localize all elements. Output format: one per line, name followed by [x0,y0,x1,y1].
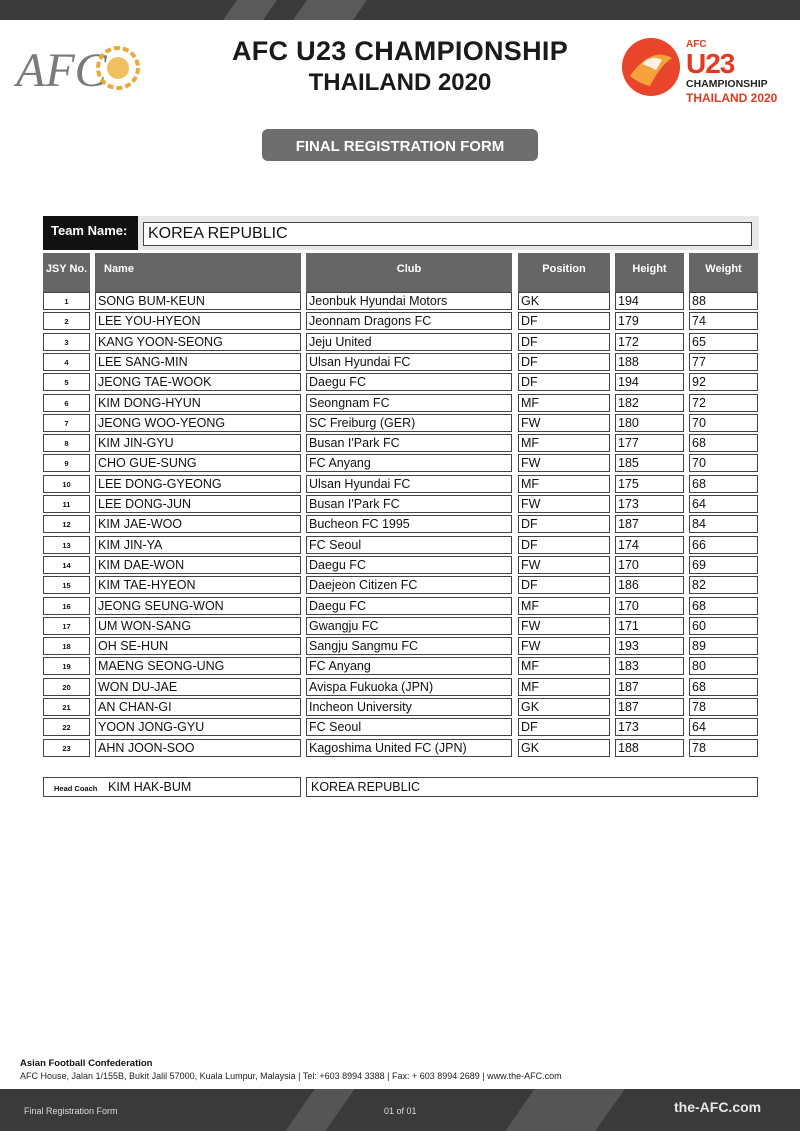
weight-cell[interactable]: 68 [689,597,758,615]
club-cell[interactable]: FC Anyang [306,657,512,675]
team-name-field[interactable]: KOREA REPUBLIC [143,222,752,246]
head-coach-team[interactable]: KOREA REPUBLIC [306,777,758,797]
height-cell[interactable]: 174 [615,536,684,554]
weight-cell[interactable]: 65 [689,333,758,351]
player-name-cell[interactable]: KANG YOON-SEONG [95,333,301,351]
logo-u23-text: U23 [686,48,735,79]
jsy-number-cell: 10 [43,475,90,493]
height-cell[interactable]: 187 [615,698,684,716]
jsy-number-cell: 5 [43,373,90,391]
club-cell[interactable]: Jeonbuk Hyundai Motors [306,292,512,310]
height-cell[interactable]: 193 [615,637,684,655]
position-cell[interactable]: GK [518,698,610,716]
footer-doc-name: Final Registration Form [24,1106,118,1116]
weight-cell[interactable]: 74 [689,312,758,330]
jsy-number-cell: 4 [43,353,90,371]
height-cell[interactable]: 173 [615,495,684,513]
weight-cell[interactable]: 78 [689,739,758,757]
height-cell[interactable]: 185 [615,454,684,472]
player-name-cell[interactable]: KIM JIN-YA [95,536,301,554]
club-cell[interactable]: Kagoshima United FC (JPN) [306,739,512,757]
club-cell[interactable]: Busan I'Park FC [306,434,512,452]
player-name-cell[interactable]: LEE DONG-GYEONG [95,475,301,493]
weight-cell[interactable]: 78 [689,698,758,716]
position-cell[interactable]: FW [518,556,610,574]
height-cell[interactable]: 183 [615,657,684,675]
logo-thailand-text: THAILAND 2020 [686,90,778,105]
club-cell[interactable]: Ulsan Hyundai FC [306,353,512,371]
position-cell[interactable]: DF [518,353,610,371]
height-cell[interactable]: 177 [615,434,684,452]
height-cell[interactable]: 172 [615,333,684,351]
weight-cell[interactable]: 68 [689,434,758,452]
jsy-number-cell: 17 [43,617,90,635]
height-cell[interactable]: 173 [615,718,684,736]
position-cell[interactable]: FW [518,414,610,432]
footer-org: Asian Football Confederation [20,1058,153,1069]
title-line-1: AFC U23 CHAMPIONSHIP [231,36,569,66]
club-cell[interactable]: FC Seoul [306,718,512,736]
weight-cell[interactable]: 77 [689,353,758,371]
jsy-number-cell: 23 [43,739,90,757]
position-cell[interactable]: MF [518,394,610,412]
jsy-number-cell: 18 [43,637,90,655]
club-cell[interactable]: Jeonnam Dragons FC [306,312,512,330]
height-cell[interactable]: 180 [615,414,684,432]
position-cell[interactable]: DF [518,312,610,330]
position-cell[interactable]: MF [518,475,610,493]
title-line-2: THAILAND 2020 [308,69,492,96]
club-cell[interactable]: Sangju Sangmu FC [306,637,512,655]
height-cell[interactable]: 187 [615,515,684,533]
player-name-cell[interactable]: AHN JOON-SOO [95,739,301,757]
height-cell[interactable]: 194 [615,373,684,391]
player-name-cell[interactable]: KIM JAE-WOO [95,515,301,533]
player-name-cell[interactable]: OH SE-HUN [95,637,301,655]
player-name-cell[interactable]: MAENG SEONG-UNG [95,657,301,675]
weight-cell[interactable]: 84 [689,515,758,533]
player-name-cell[interactable]: KIM DONG-HYUN [95,394,301,412]
club-cell[interactable]: Ulsan Hyundai FC [306,475,512,493]
jsy-number-cell: 20 [43,678,90,696]
club-cell[interactable]: Daegu FC [306,556,512,574]
height-cell[interactable]: 170 [615,597,684,615]
weight-cell[interactable]: 69 [689,556,758,574]
height-cell[interactable]: 187 [615,678,684,696]
jsy-number-cell: 14 [43,556,90,574]
player-name-cell[interactable]: UM WON-SANG [95,617,301,635]
position-cell[interactable]: FW [518,637,610,655]
player-name-cell[interactable]: LEE YOU-HYEON [95,312,301,330]
club-cell[interactable]: FC Anyang [306,454,512,472]
jsy-number-cell: 7 [43,414,90,432]
position-cell[interactable]: MF [518,657,610,675]
player-name-cell[interactable]: KIM JIN-GYU [95,434,301,452]
club-cell[interactable]: Daegu FC [306,373,512,391]
head-coach-name[interactable]: KIM HAK-BUM [108,780,192,794]
logo-championship-text: CHAMPIONSHIP [686,78,768,90]
position-cell[interactable]: DF [518,576,610,594]
player-name-cell[interactable]: LEE DONG-JUN [95,495,301,513]
weight-cell[interactable]: 80 [689,657,758,675]
club-cell[interactable]: FC Seoul [306,536,512,554]
club-cell[interactable]: Bucheon FC 1995 [306,515,512,533]
jsy-number-cell: 16 [43,597,90,615]
club-cell[interactable]: Jeju United [306,333,512,351]
height-cell[interactable]: 194 [615,292,684,310]
position-cell[interactable]: FW [518,617,610,635]
club-cell[interactable]: Busan I'Park FC [306,495,512,513]
position-cell[interactable]: DF [518,333,610,351]
height-cell[interactable]: 179 [615,312,684,330]
position-cell[interactable]: GK [518,292,610,310]
jsy-number-cell: 2 [43,312,90,330]
logo-afc-text: AFC [686,39,707,50]
position-cell[interactable]: DF [518,718,610,736]
player-name-cell[interactable]: JEONG TAE-WOOK [95,373,301,391]
player-name-cell[interactable]: SONG BUM-KEUN [95,292,301,310]
head-coach-label: Head Coach [54,784,98,793]
weight-cell[interactable]: 72 [689,394,758,412]
jsy-number-cell: 3 [43,333,90,351]
player-name-cell[interactable]: LEE SANG-MIN [95,353,301,371]
weight-cell[interactable]: 68 [689,678,758,696]
top-banner [0,0,800,20]
position-cell[interactable]: FW [518,454,610,472]
weight-cell[interactable]: 66 [689,536,758,554]
height-cell[interactable]: 171 [615,617,684,635]
jsy-number-cell: 9 [43,454,90,472]
afc-logo [14,40,144,96]
club-cell[interactable]: SC Freiburg (GER) [306,414,512,432]
position-cell[interactable]: DF [518,536,610,554]
jsy-number-cell: 12 [43,515,90,533]
col-header-name: Name [95,253,301,293]
height-cell[interactable]: 188 [615,739,684,757]
position-cell[interactable]: MF [518,434,610,452]
height-cell[interactable]: 182 [615,394,684,412]
weight-cell[interactable]: 89 [689,637,758,655]
player-name-cell[interactable]: YOON JONG-GYU [95,718,301,736]
player-name-cell[interactable]: KIM TAE-HYEON [95,576,301,594]
head-coach-box [43,777,301,797]
position-cell[interactable]: DF [518,515,610,533]
height-cell[interactable]: 175 [615,475,684,493]
club-cell[interactable]: Gwangju FC [306,617,512,635]
weight-cell[interactable]: 88 [689,292,758,310]
jsy-number-cell: 6 [43,394,90,412]
jsy-number-cell: 11 [43,495,90,513]
jsy-number-cell: 1 [43,292,90,310]
jsy-number-cell: 15 [43,576,90,594]
position-cell[interactable]: FW [518,495,610,513]
player-name-cell[interactable]: JEONG SEUNG-WON [95,597,301,615]
club-cell[interactable]: Daegu FC [306,597,512,615]
col-header-club: Club [306,253,512,293]
weight-cell[interactable]: 64 [689,495,758,513]
weight-cell[interactable]: 82 [689,576,758,594]
player-name-cell[interactable]: CHO GUE-SUNG [95,454,301,472]
player-name-cell[interactable]: KIM DAE-WON [95,556,301,574]
jsy-number-cell: 13 [43,536,90,554]
jsy-number-cell: 22 [43,718,90,736]
jsy-number-cell: 21 [43,698,90,716]
form-title: FINAL REGISTRATION FORM [262,129,538,161]
col-header-position: Position [518,253,610,293]
player-name-cell[interactable]: JEONG WOO-YEONG [95,414,301,432]
footer-page-number: 01 of 01 [384,1106,417,1116]
weight-cell[interactable]: 68 [689,475,758,493]
event-title [190,36,610,97]
weight-cell[interactable]: 70 [689,454,758,472]
position-cell[interactable]: MF [518,597,610,615]
club-cell[interactable]: Avispa Fukuoka (JPN) [306,678,512,696]
position-cell[interactable]: MF [518,678,610,696]
height-cell[interactable]: 188 [615,353,684,371]
afc-logo-text: AFC [16,44,107,96]
jsy-number-cell: 19 [43,657,90,675]
jsy-number-cell: 8 [43,434,90,452]
height-cell[interactable]: 186 [615,576,684,594]
weight-cell[interactable]: 70 [689,414,758,432]
weight-cell[interactable]: 92 [689,373,758,391]
col-header-jsy: JSY No. [43,253,90,293]
club-cell[interactable]: Daejeon Citizen FC [306,576,512,594]
club-cell[interactable]: Seongnam FC [306,394,512,412]
player-name-cell[interactable]: AN CHAN-GI [95,698,301,716]
col-header-weight: Weight [689,253,758,293]
height-cell[interactable]: 170 [615,556,684,574]
team-name-label: Team Name: [43,216,138,250]
weight-cell[interactable]: 60 [689,617,758,635]
col-header-height: Height [615,253,684,293]
footer-address: AFC House, Jalan 1/155B, Bukit Jalil 57000, Kuala Lumpur, Malaysia | Tel: +603 8994 3388 | Fax: + 603 8994 2689 | www.the-AFC.com [20,1071,562,1081]
team-name-row [43,216,759,250]
position-cell[interactable]: GK [518,739,610,757]
footer-site-link[interactable]: the-AFC.com [674,1099,762,1115]
weight-cell[interactable]: 64 [689,718,758,736]
position-cell[interactable]: DF [518,373,610,391]
player-name-cell[interactable]: WON DU-JAE [95,678,301,696]
club-cell[interactable]: Incheon University [306,698,512,716]
u23-championship-logo [620,36,790,105]
